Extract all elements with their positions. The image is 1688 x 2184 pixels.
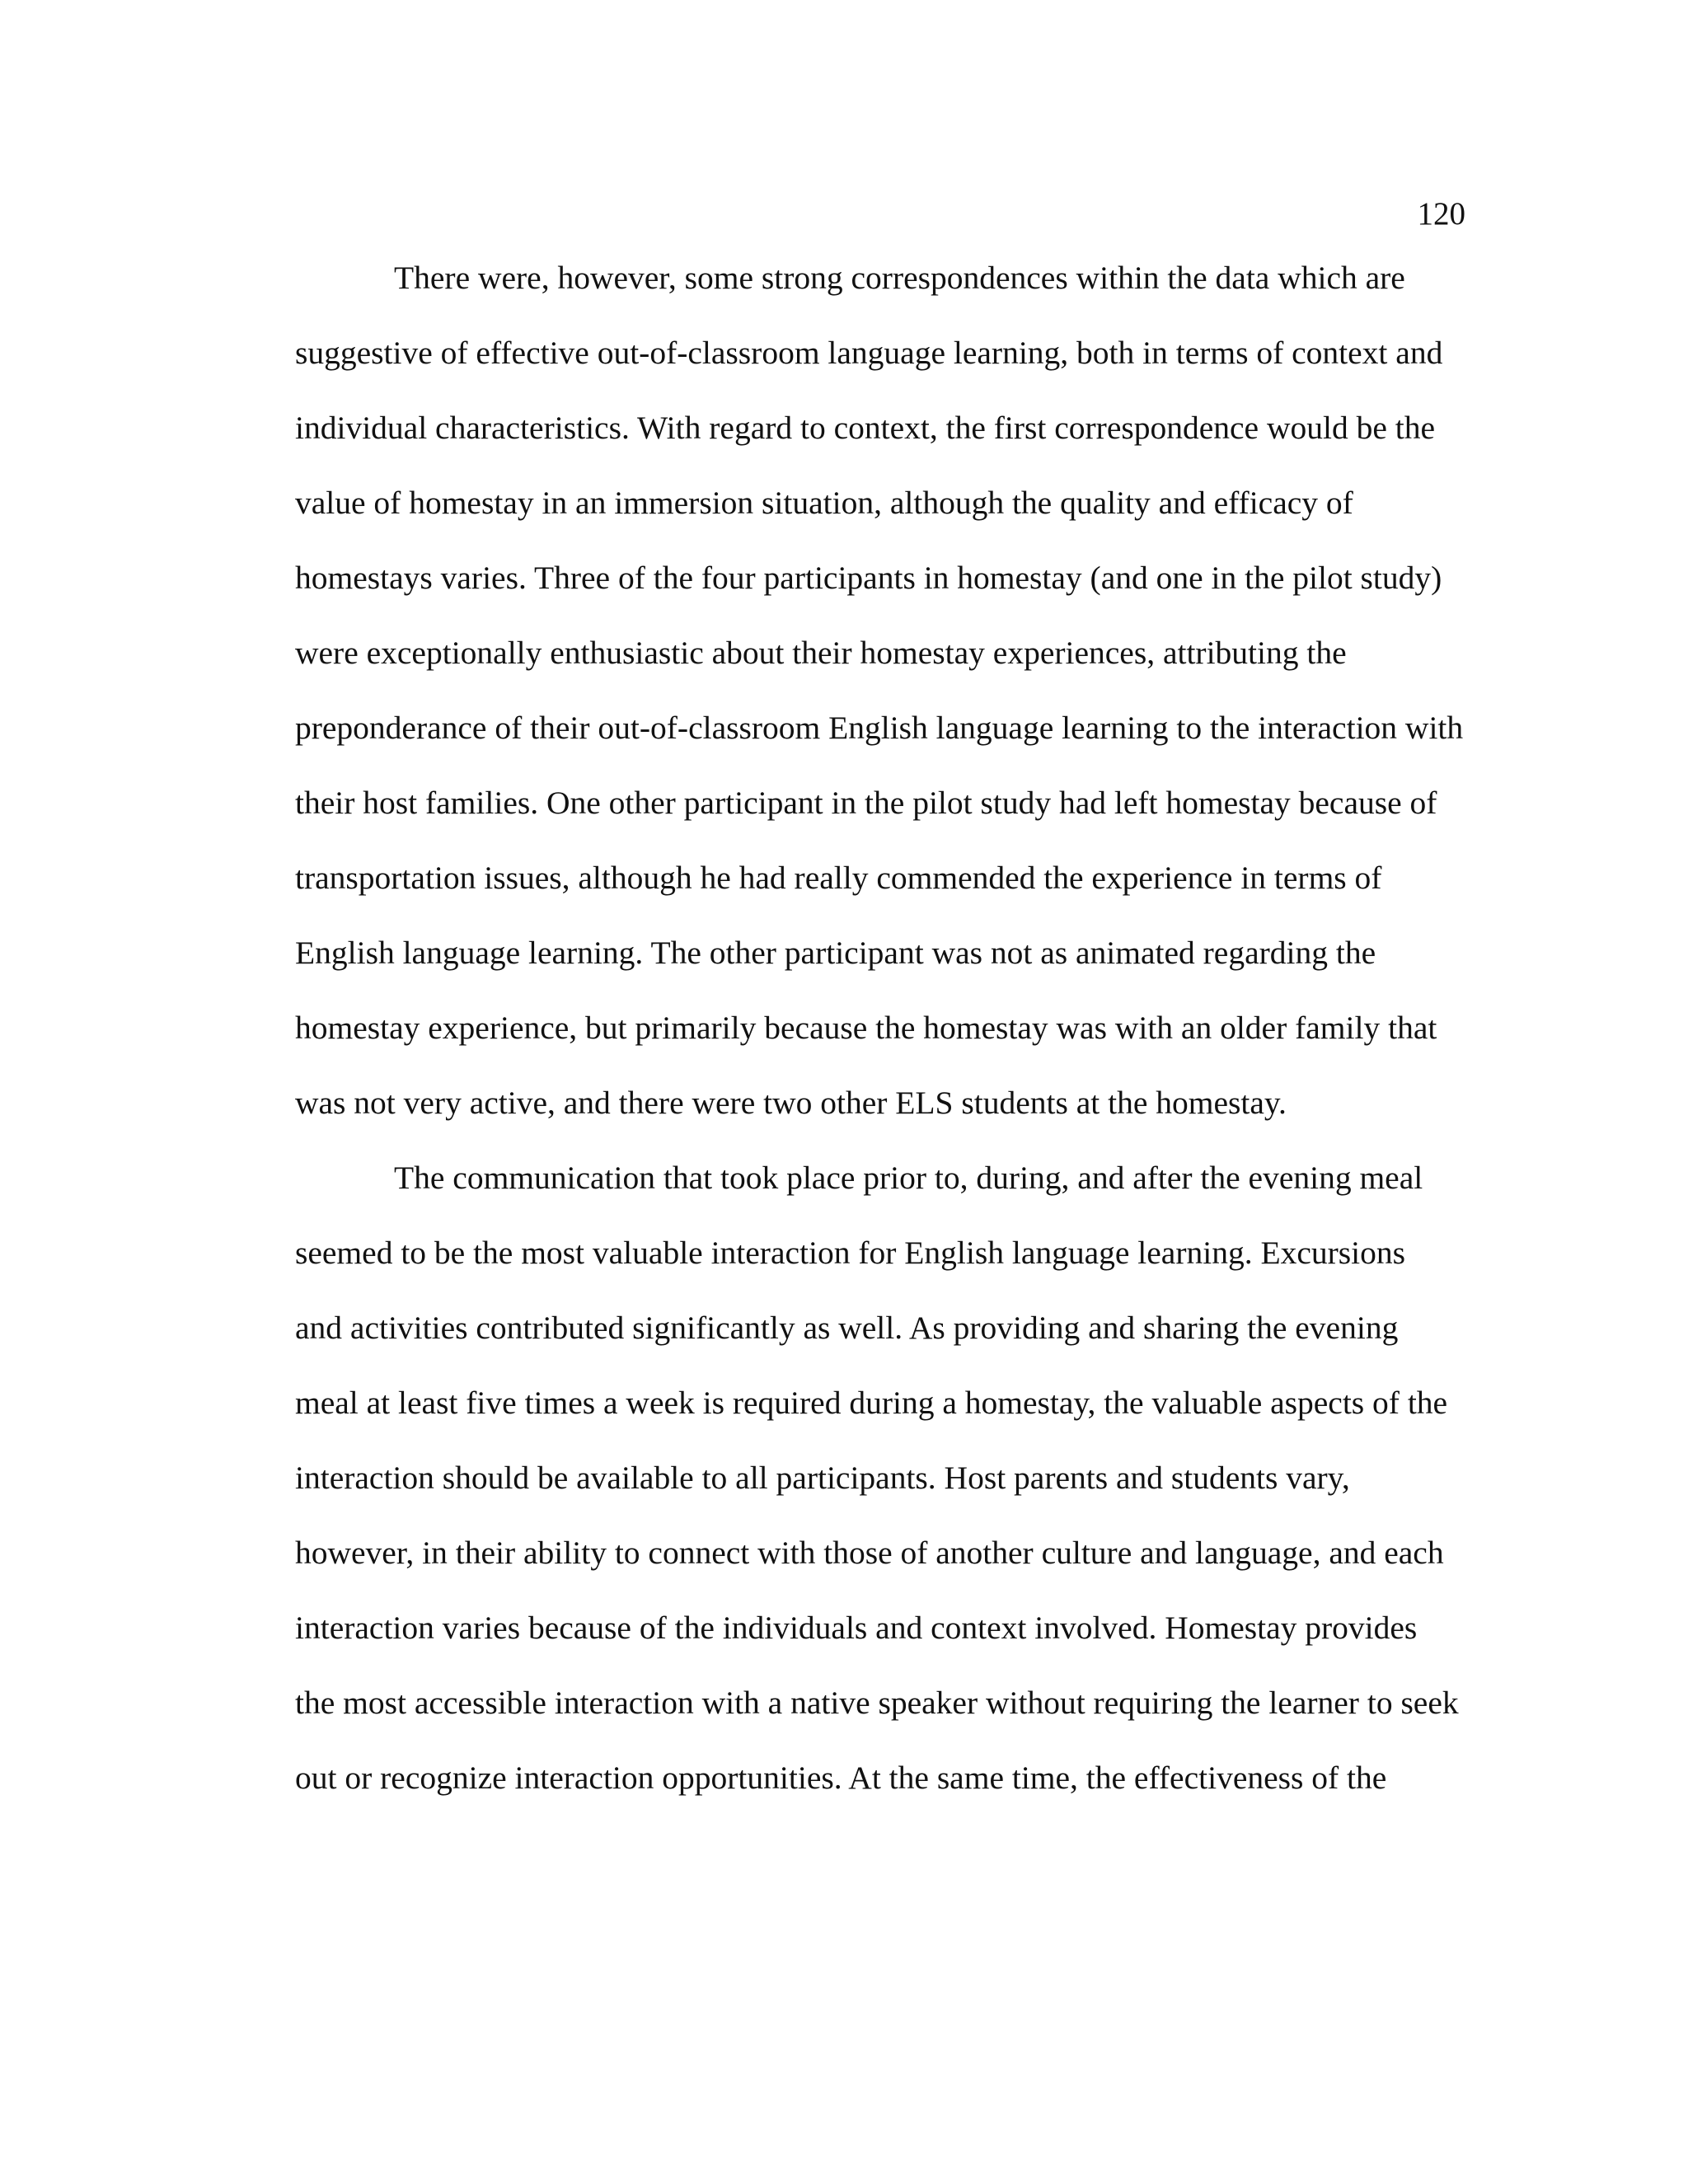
text-line: transportation issues, although he had really commended the experience in terms of [295,860,1382,896]
text-line: individual characteristics. With regard to context, the first correspondence would be the [295,410,1436,446]
text-line: meal at least five times a week is required during a homestay, the valuable aspects of the [295,1385,1448,1421]
paragraph [295,252,1482,1152]
text-line: value of homestay in an immersion situation, although the quality and efficacy of [295,485,1353,521]
text-line: their host families. One other participant in the pilot study had left homestay because of [295,785,1437,821]
body-text [295,252,1482,1827]
text-line: homestay experience, but primarily because the homestay was with an older family that [295,1010,1437,1046]
text-line: suggestive of effective out-of-classroom language learning, both in terms of context and [295,335,1443,371]
text-line: out or recognize interaction opportunities. At the same time, the effectiveness of the [295,1760,1387,1796]
page-number: 120 [1417,196,1465,232]
text-line: There were, however, some strong correspondences within the data which are [394,260,1405,296]
text-line: the most accessible interaction with a native speaker without requiring the learner to seek [295,1685,1459,1721]
text-line: interaction varies because of the individuals and context involved. Homestay provides [295,1610,1418,1646]
text-line: The communication that took place prior to, during, and after the evening meal [394,1160,1423,1196]
text-line: preponderance of their out-of-classroom English language learning to the interaction with [295,710,1464,746]
text-line: was not very active, and there were two other ELS students at the homestay. [295,1085,1287,1121]
paragraph [295,1152,1482,1827]
text-line: were exceptionally enthusiastic about their homestay experiences, attributing the [295,635,1347,671]
text-line: and activities contributed significantly as well. As providing and sharing the evening [295,1310,1399,1346]
text-line: however, in their ability to connect with those of another culture and language, and each [295,1535,1444,1571]
text-line: seemed to be the most valuable interaction for English language learning. Excursions [295,1235,1405,1271]
text-line: homestays varies. Three of the four participants in homestay (and one in the pilot study) [295,560,1442,596]
text-line: English language learning. The other participant was not as animated regarding the [295,935,1376,971]
text-line: interaction should be available to all participants. Host parents and students vary, [295,1460,1350,1496]
